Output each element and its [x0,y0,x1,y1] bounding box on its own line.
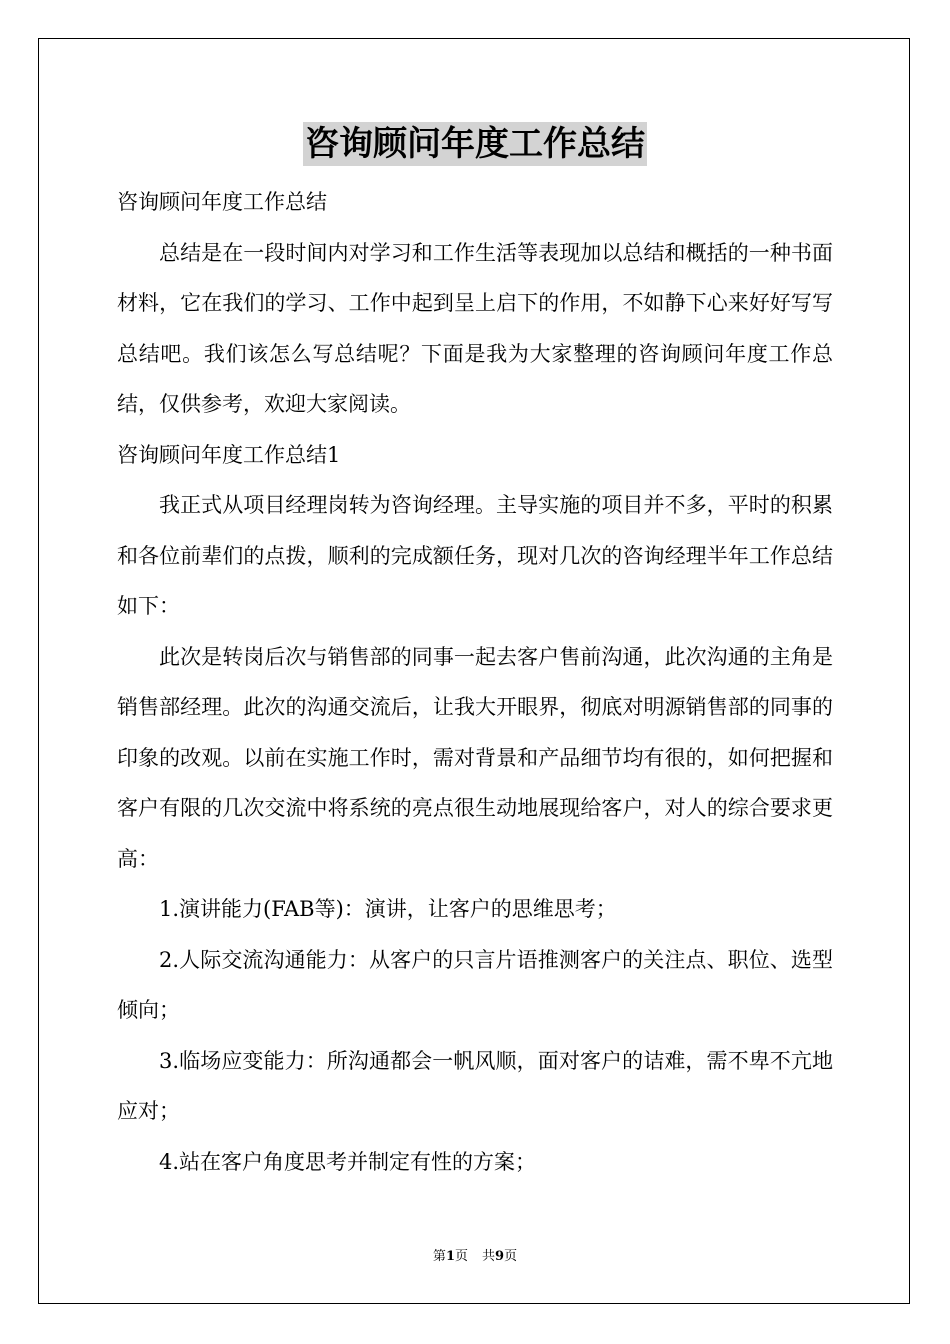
page-prefix: 第 [432,1249,446,1264]
section-heading: 咨询顾问年度工作总结1 [117,442,341,467]
list-item: 4.站在客户角度思考并制定有性的方案； [159,1149,537,1174]
page-suffix: 页 [454,1249,468,1264]
list-item: 3.临场应变能力：所沟通都会一帆风顺，面对客户的诘难，需不卑不亢地应对； [117,1048,833,1123]
title-container [0,122,950,166]
list-item: 2.人际交流沟通能力：从客户的只言片语推测客户的关注点、职位、选型倾向； [117,947,833,1022]
list-item: 1.演讲能力(FAB等)：演讲，让客户的思维思考； [159,897,617,921]
document-body [117,177,833,1187]
page-current: 1 [445,1249,455,1264]
subtitle-paragraph: 咨询顾问年度工作总结 [117,190,327,214]
document-title: 咨询顾问年度工作总结 [305,124,645,164]
intro-paragraph: 总结是在一段时间内对学习和工作生活等表现加以总结和概括的一种书面材料，它在我们的学习、工作中起到呈上启下的作用，不如静下心来好好写写总结吧。我们该怎么写总结呢？下面是我为大家整理的咨询顾问年度工作总结，仅供参考，欢迎大家阅读。 [117,240,833,416]
body-paragraph: 我正式从项目经理岗转为咨询经理。主导实施的项目并不多，平时的积累和各位前辈们的点拨，顺利的完成额任务，现对几次的咨询经理半年工作总结如下： [117,493,833,618]
body-paragraph: 此次是转岗后次与销售部的同事一起去客户售前沟通，此次沟通的主角是销售部经理。此次的沟通交流后，让我大开眼界，彻底对明源销售部的同事的印象的改观。以前在实施工作时，需对背景和产品细节均有很的，如何把握和客户有限的几次交流中将系统的亮点很生动地展现给客户，对人的综合要求更高： [117,644,833,871]
total-suffix: 页 [504,1249,518,1264]
page-total: 9 [495,1249,505,1264]
total-prefix: 共 [482,1249,496,1264]
page-footer [0,1248,950,1266]
